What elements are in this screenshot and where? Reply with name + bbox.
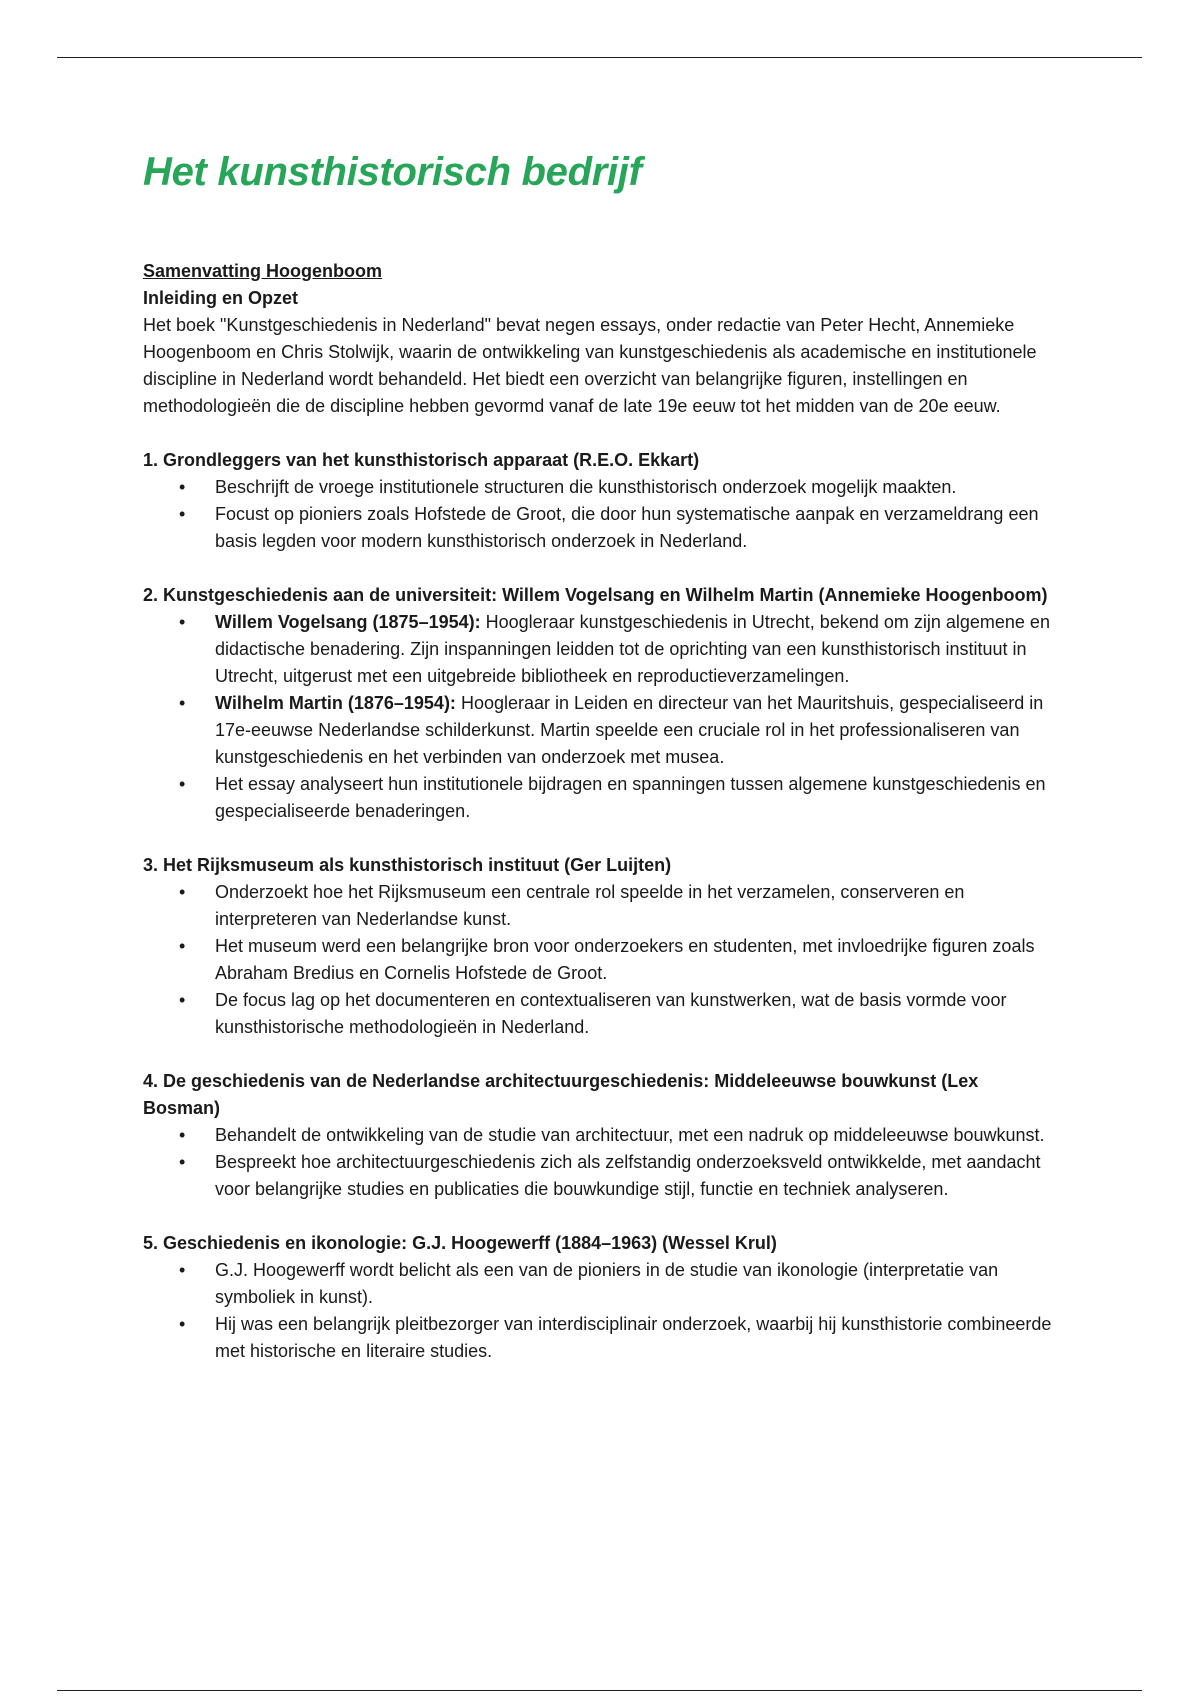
intro-paragraph: Het boek "Kunstgeschiedenis in Nederland" bevat negen essays, onder redactie van Peter Hecht, Annemieke Hoogenboom en Chris Stolwijk, waarin de ontwikkeling van kunstgeschiedenis als academische en institutionele discipline in Nederland wordt behandeld. Het biedt een overzicht van belangrijke figuren, instellingen en methodologieën die de discipline hebben gevormd vanaf de late 19e eeuw tot het midden van de 20e eeuw. [143,315,1037,416]
bullet-text: Behandelt de ontwikkeling van de studie van architectuur, met een nadruk op middeleeuwse bouwkunst. [215,1125,1045,1145]
bullet-list [143,609,1053,825]
section-heading: 1. Grondleggers van het kunsthistorisch apparaat (R.E.O. Ekkart) [143,450,700,470]
bullet-item [215,987,1053,1041]
bullet-item [215,1311,1053,1365]
section-heading: 2. Kunstgeschiedenis aan de universiteit: Willem Vogelsang en Wilhelm Martin (Annemieke Hoogenboom) [143,585,1048,605]
section-1 [143,447,1053,555]
sections-container [143,447,1053,1365]
bullet-text: Focust op pioniers zoals Hofstede de Groot, die door hun systematische aanpak en verzameldrang een basis legden voor modern kunsthistorisch onderzoek in Nederland. [215,504,1039,551]
bullet-item [215,474,1053,501]
bullet-item [215,1257,1053,1311]
bullet-item [215,933,1053,987]
bullet-list [143,1122,1053,1203]
bullet-text: De focus lag op het documenteren en contextualiseren van kunstwerken, wat de basis vormde voor kunsthistorische methodologieën in Nederland. [215,990,1007,1037]
section-heading: 3. Het Rijksmuseum als kunsthistorisch instituut (Ger Luijten) [143,855,672,875]
section-heading: 4. De geschiedenis van de Nederlandse architectuurgeschiedenis: Middeleeuwse bouwkunst (Lex Bosman) [143,1071,979,1118]
bullet-text: G.J. Hoogewerff wordt belicht als een van de pioniers in de studie van ikonologie (interpretatie van symboliek in kunst). [215,1260,999,1307]
bullet-item [215,609,1053,690]
section-5 [143,1230,1053,1365]
document-title: Het kunsthistorisch bedrijf [143,150,642,194]
bullet-lead: Willem Vogelsang (1875–1954): [215,612,481,632]
bullet-text: Hoogleraar in Leiden en directeur van het Mauritshuis, gespecialiseerd in 17e-eeuwse Nederlandse schilderkunst. Martin speelde een cruciale rol in het professionaliseren van kunstgeschiedenis en het verbinden van onderzoek met musea. [215,693,1044,767]
bullet-item [215,501,1053,555]
section-3 [143,852,1053,1041]
bullet-text: Beschrijft de vroege institutionele structuren die kunsthistorisch onderzoek mogelijk maakten. [215,477,957,497]
bullet-text: Hij was een belangrijk pleitbezorger van interdisciplinair onderzoek, waarbij hij kunsthistorie combineerde met historische en literaire studies. [215,1314,1052,1361]
section-4 [143,1068,1053,1203]
bullet-item [215,1149,1053,1203]
bullet-item [215,879,1053,933]
bullet-item [215,771,1053,825]
bullet-lead: Wilhelm Martin (1876–1954): [215,693,456,713]
bullet-text: Het essay analyseert hun institutionele bijdragen en spanningen tussen algemene kunstgeschiedenis en gespecialiseerde benaderingen. [215,774,1046,821]
bullet-text: Hoogleraar kunstgeschiedenis in Utrecht, bekend om zijn algemene en didactische benadering. Zijn inspanningen leidden tot de oprichting van een kunsthistorisch instituut in Utrecht, uitgerust met een uitgebreide bibliotheek en reproductieverzamelingen. [215,612,1050,686]
bullet-list [143,474,1053,555]
bullet-text: Het museum werd een belangrijke bron voor onderzoekers en studenten, met invloedrijke figuren zoals Abraham Bredius en Cornelis Hofstede de Groot. [215,936,1035,983]
bullet-item [215,690,1053,771]
document-body [143,146,1053,1392]
bullet-text: Onderzoekt hoe het Rijksmuseum een centrale rol speelde in het verzamelen, conserveren en interpreteren van Nederlandse kunst. [215,882,965,929]
bullet-list [143,1257,1053,1365]
top-rule [57,57,1142,58]
intro-heading: Inleiding en Opzet [143,288,299,308]
section-2 [143,582,1053,825]
summary-heading: Samenvatting Hoogenboom [143,261,383,281]
bullet-list [143,879,1053,1041]
section-heading: 5. Geschiedenis en ikonologie: G.J. Hoogewerff (1884–1963) (Wessel Krul) [143,1233,777,1253]
bullet-item [215,1122,1053,1149]
bottom-rule [57,1690,1142,1691]
bullet-text: Bespreekt hoe architectuurgeschiedenis zich als zelfstandig onderzoeksveld ontwikkelde, met aandacht voor belangrijke studies en publicaties die bouwkundige stijl, functie en techniek analyseren. [215,1152,1041,1199]
